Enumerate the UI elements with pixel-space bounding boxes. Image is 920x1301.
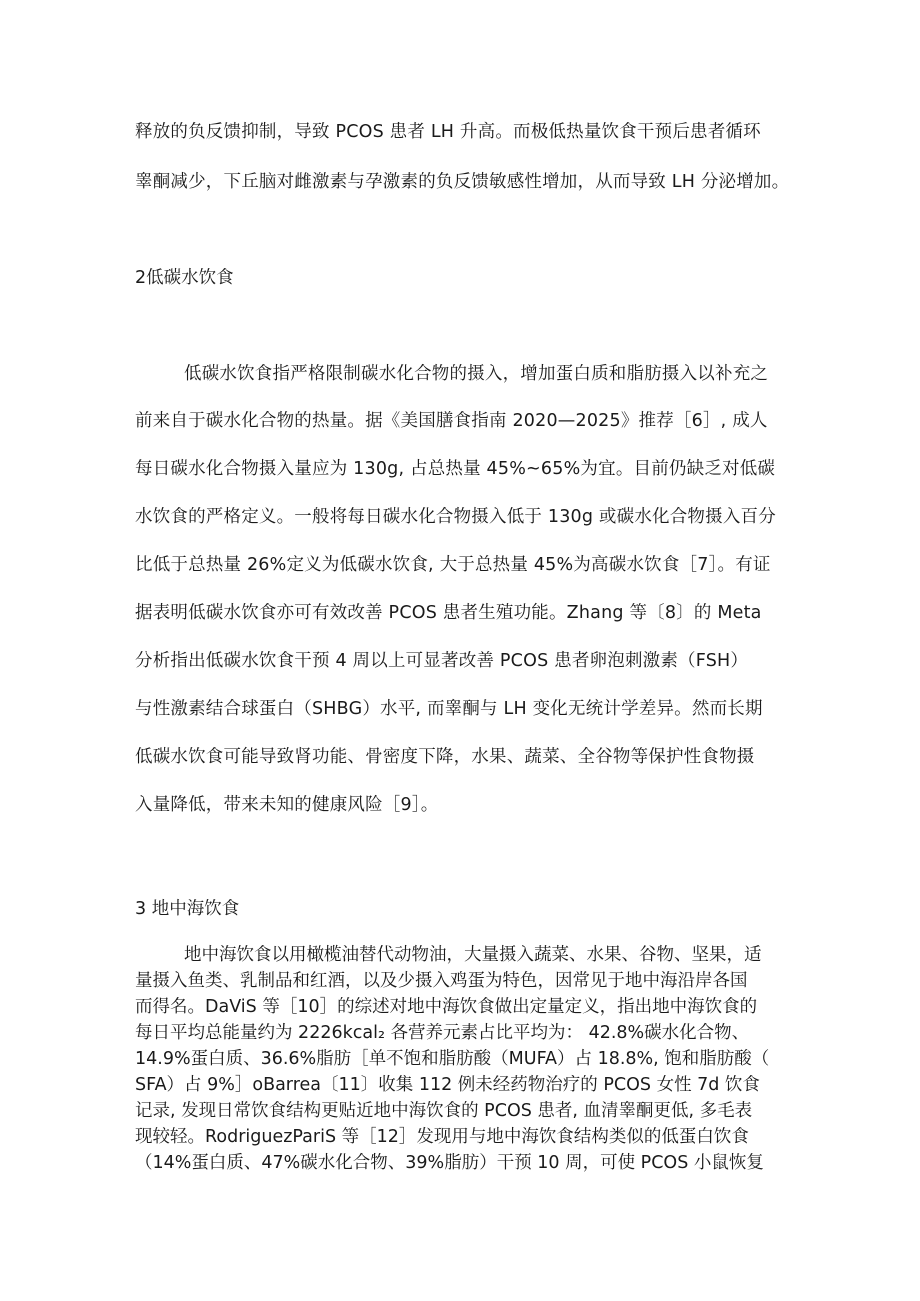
paragraph-line: 低碳水饮食可能导致肾功能、骨密度下降，水果、蔬菜、全谷物等保护性食物摄	[135, 747, 755, 767]
paragraph-line: 水饮食的严格定义。一般将每日碳水化合物摄入低于 130g 或碳水化合物摄入百分	[135, 507, 776, 527]
paragraph-line: 现较轻。RodriguezPariS 等［12］发现用与地中海饮食结构类似的低蛋白饮食	[135, 1127, 749, 1147]
paragraph-line: 与性激素结合球蛋白（SHBG）水平, 而睾酮与 LH 变化无统计学差异。然而长期	[135, 699, 763, 719]
paragraph-line: 每日平均总能量约为 2226kcal₂ 各营养元素占比平均为： 42.8%碳水化合物、	[135, 1023, 750, 1043]
paragraph-line: 记录, 发现日常饮食结构更贴近地中海饮食的 PCOS 患者, 血清睾酮更低, 多毛表	[135, 1101, 753, 1121]
paragraph-line: 入量降低，带来未知的健康风险［9］。	[135, 795, 439, 815]
paragraph-line: 释放的负反馈抑制，导致 PCOS 患者 LH 升高。而极低热量饮食干预后患者循环	[135, 122, 761, 142]
paragraph-line: 据表明低碳水饮食亦可有效改善 PCOS 患者生殖功能。Zhang 等〔8〕的 Meta	[135, 603, 762, 623]
paragraph-line: （14%蛋白质、47%碳水化合物、39%脂肪）干预 10 周，可使 PCOS 小鼠恢复	[135, 1153, 764, 1173]
section-heading-2: 2低碳水饮食	[135, 268, 234, 288]
paragraph-line: 而得名。DaViS 等［10］的综述对地中海饮食做出定量定义，指出地中海饮食的	[135, 997, 758, 1017]
paragraph-line: 量摄入鱼类、乳制品和红酒，以及少摄入鸡蛋为特色，因常见于地中海沿岸各国	[135, 971, 748, 991]
paragraph-line: 地中海饮食以用橄榄油替代动物油，大量摄入蔬菜、水果、谷物、坚果，适	[184, 945, 762, 965]
paragraph-line: 低碳水饮食指严格限制碳水化合物的摄入，增加蛋白质和脂肪摄入以补充之	[184, 364, 769, 384]
paragraph-line: 睾酮减少，下丘脑对雌激素与孕激素的负反馈敏感性增加，从而导致 LH 分泌增加。	[135, 172, 790, 192]
paragraph-line: 前来自于碳水化合物的热量。据《美国膳食指南 2020—2025》推荐［6］, 成人	[135, 411, 768, 431]
paragraph-line: 14.9%蛋白质、36.6%脂肪［单不饱和脂肪酸（MUFA）占 18.8%, 饱和脂肪酸（	[135, 1049, 770, 1069]
paragraph-line: 比低于总热量 26%定义为低碳水饮食, 大于总热量 45%为高碳水饮食［7］。有证	[135, 555, 771, 575]
paragraph-line: SFA）占 9%］oBarrea〔11〕收集 112 例未经药物治疗的 PCOS 女性 7d 饮食	[135, 1075, 760, 1095]
paragraph-line: 分析指出低碳水饮食干预 4 周以上可显著改善 PCOS 患者卵泡刺激素（FSH）	[135, 651, 749, 671]
section-heading-3: 3 地中海饮食	[135, 899, 240, 919]
paragraph-line: 每日碳水化合物摄入量应为 130g, 占总热量 45%~65%为宜。目前仍缺乏对低碳	[135, 459, 776, 479]
